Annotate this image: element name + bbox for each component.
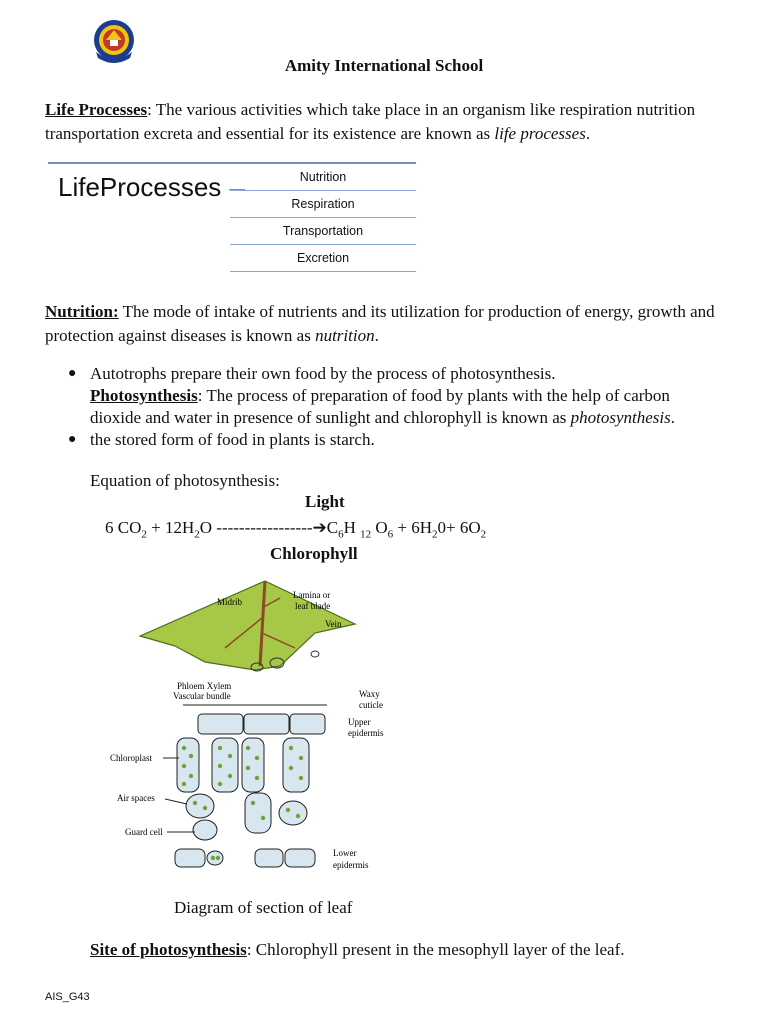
photosynthesis-italic: photosynthesis — [570, 408, 671, 427]
eq-sub: 2 — [141, 528, 147, 541]
eq-part: H — [343, 518, 361, 537]
photosynthesis-heading: Photosynthesis — [90, 386, 198, 405]
life-processes-paragraph — [45, 98, 725, 146]
eq-sub: 6 — [387, 528, 394, 541]
label-phloem-xylem: Phloem Xylem — [177, 681, 232, 691]
label-vascular-bundle: Vascular bundle — [173, 691, 231, 701]
eq-sub: 6 — [338, 528, 344, 541]
pointer-line — [165, 799, 187, 804]
label-lamina: Lamina or — [293, 590, 331, 600]
eq-part: 6 CO — [105, 518, 142, 537]
vein-oval — [311, 651, 319, 657]
label-lower-epidermis: epidermis — [333, 860, 369, 870]
eq-part: O — [199, 518, 217, 537]
photosynthesis-end: . — [670, 408, 675, 427]
palisade-cell — [212, 738, 238, 792]
label-waxy: Waxy — [359, 689, 380, 699]
nutrition-end: . — [374, 326, 379, 345]
site-heading: Site of photosynthesis — [90, 940, 247, 959]
life-processes-text: : The various activities which take place in an organism like respiration nutrition transportation excreta and essential for its existence are known as — [45, 100, 696, 143]
chart-item-excretion: Excretion — [230, 245, 416, 272]
label-midrib: Midrib — [217, 597, 243, 607]
chart-item-nutrition: Nutrition — [230, 164, 416, 191]
life-processes-heading: Life Processes — [45, 100, 148, 119]
palisade-cell — [242, 738, 264, 792]
footer-code: AIS_G43 — [45, 991, 90, 1003]
label-vein: Vein — [325, 619, 342, 629]
life-processes-end: . — [585, 124, 591, 143]
bullet-autotrophs-text: Autotrophs prepare their own food by the process of photosynthesis. — [90, 364, 556, 383]
lower-epidermis-cell — [175, 849, 205, 867]
nutrition-text: The mode of intake of nutrients and its utilization for production of energy, growth and protection against diseases is known as — [45, 302, 715, 345]
eq-sub: 2 — [432, 528, 438, 541]
upper-epidermis-cell — [244, 714, 289, 734]
equation-light: Light — [305, 492, 345, 511]
eq-sub: 2 — [194, 528, 200, 541]
life-processes-chart-title: LifeProcesses — [58, 172, 222, 202]
lower-epidermis-cell — [285, 849, 315, 867]
palisade-cell — [177, 738, 199, 792]
palisade-cell — [283, 738, 309, 792]
label-upper: Upper — [348, 717, 371, 727]
site-text: : Chlorophyll present in the mesophyll layer of the leaf. — [246, 940, 625, 959]
site-paragraph — [90, 938, 768, 962]
spongy-cell — [245, 793, 271, 833]
equation-chlorophyll: Chlorophyll — [270, 544, 358, 563]
eq-arrow: -----------------➔ — [216, 518, 327, 537]
eq-part: O — [371, 518, 388, 537]
upper-epidermis-cell — [290, 714, 325, 734]
nutrition-italic: nutrition — [315, 326, 375, 345]
chart-item-respiration: Respiration — [230, 191, 416, 218]
bullet-autotrophs — [90, 363, 720, 429]
eq-part: 0+ 6O — [437, 518, 481, 537]
eq-part: C — [326, 518, 339, 537]
label-lower: Lower — [333, 848, 357, 858]
label-cuticle: cuticle — [359, 700, 383, 710]
spongy-cell — [193, 820, 217, 840]
eq-sub: 2 — [480, 528, 487, 541]
spongy-cell — [279, 801, 307, 825]
diagram-caption: Diagram of section of leaf — [174, 898, 353, 917]
bullet-dot: ● — [68, 432, 77, 447]
eq-part: + 6H — [393, 518, 433, 537]
leaf-section-diagram — [105, 578, 405, 878]
bullet-dot: ● — [68, 366, 77, 381]
eq-sub: 12 — [360, 528, 372, 541]
label-guard-cell: Guard cell — [125, 827, 163, 837]
bullet-starch: the stored form of food in plants is starch. — [90, 430, 375, 449]
photosynthesis-text: : The process of preparation of food by plants with the help of carbon dioxide and water in presence of sunlight and chlorophyll is known as — [90, 386, 670, 427]
label-leaf-blade: leaf blade — [295, 601, 331, 611]
label-upper-epidermis: epidermis — [348, 728, 384, 738]
spongy-cell — [186, 794, 214, 818]
life-processes-italic: life processes — [494, 124, 586, 143]
upper-epidermis-cell — [198, 714, 243, 734]
nutrition-paragraph — [45, 300, 725, 348]
photosynthesis-equation — [105, 518, 486, 540]
label-chloroplast: Chloroplast — [110, 753, 152, 763]
lower-epidermis-cell — [255, 849, 283, 867]
nutrition-heading: Nutrition: — [45, 302, 119, 321]
label-air-spaces: Air spaces — [117, 793, 155, 803]
chart-item-transportation: Transportation — [230, 218, 416, 245]
eq-part: + 12H — [146, 518, 195, 537]
school-name: Amity International School — [284, 56, 484, 75]
equation-label: Equation of photosynthesis: — [90, 471, 280, 490]
